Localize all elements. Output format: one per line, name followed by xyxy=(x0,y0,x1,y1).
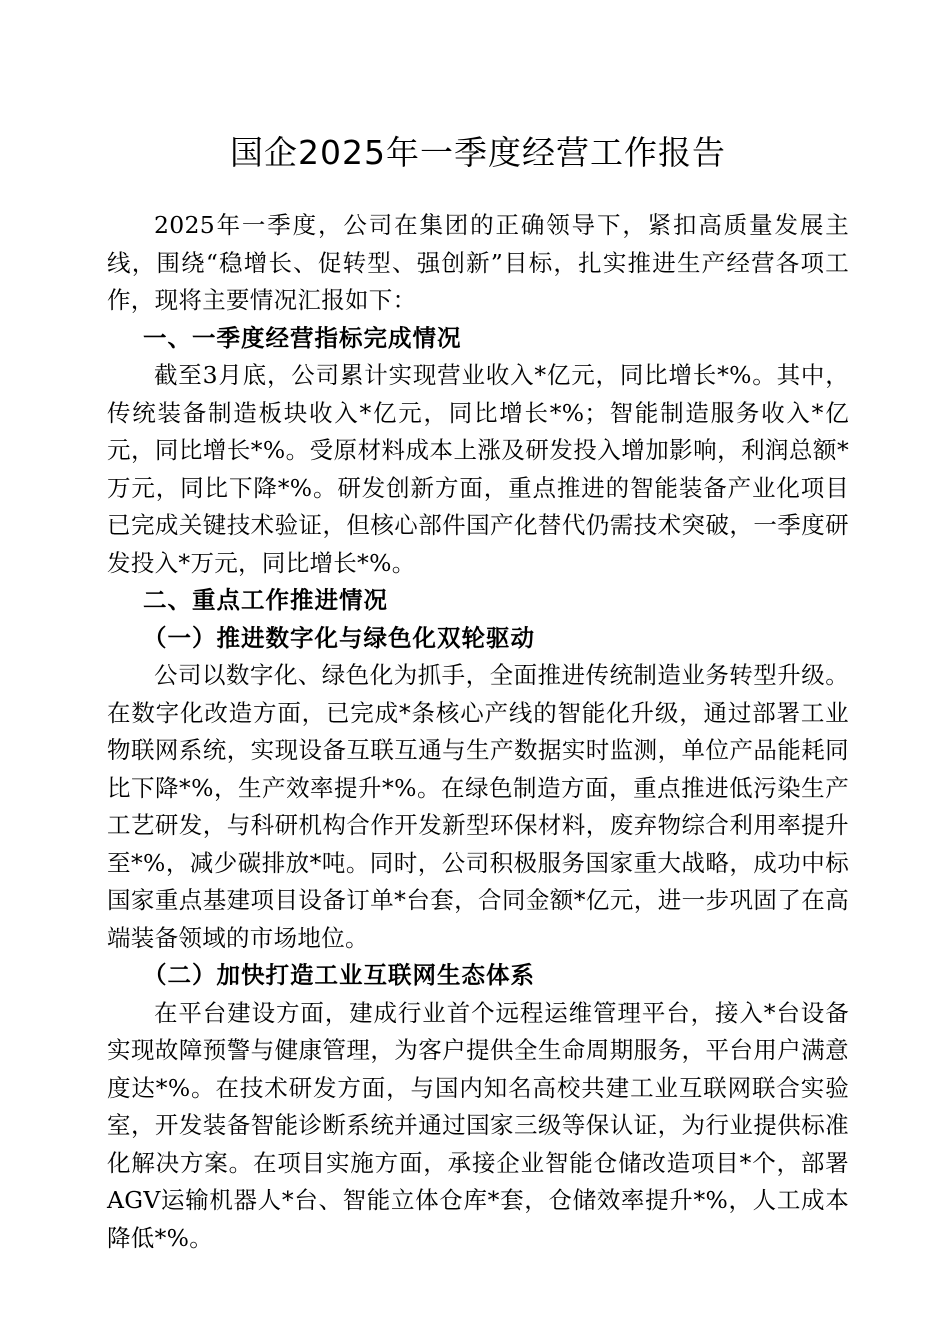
section-2-heading: 二、重点工作推进情况 xyxy=(143,586,388,614)
subsection-2-heading: （二）加快打造工业互联网生态体系 xyxy=(143,961,535,989)
section-1-paragraph: 截至3月底，公司累计实现营业收入*亿元，同比增长*%。其中，传统装备制造板块收入*亿元，同比增长*%；智能制造服务收入*亿元，同比增长*%。受原材料成本上涨及研发投入增加影响，利润总额*万元，同比下降*%。研发创新方面，重点推进的智能装备产业化项目已完成关键技术验证，但核心部件国产化替代仍需技术突破，一季度研发投入*万元，同比增长*%。 xyxy=(107,361,849,577)
section-1-heading: 一、一季度经营指标完成情况 xyxy=(143,323,462,352)
intro-paragraph: 2025年一季度，公司在集团的正确领导下，紧扣高质量发展主线，围绕“稳增长、促转型、强创新”目标，扎实推进生产经营各项工作，现将主要情况汇报如下： xyxy=(107,211,849,314)
subsection-2-paragraph: 在平台建设方面，建成行业首个远程运维管理平台，接入*台设备实现故障预警与健康管理，为客户提供全生命周期服务，平台用户满意度达*%。在技术研发方面，与国内知名高校共建工业互联网联合实验室，开发装备智能诊断系统并通过国家三级等保认证，为行业提供标准化解决方案。在项目实施方面，承接企业智能仓储改造项目*个，部署AGV运输机器人*台、智能立体仓库*套，仓储效率提升*%，人工成本降低*%。 xyxy=(107,998,849,1252)
subsection-1-heading: （一）推进数字化与绿色化双轮驱动 xyxy=(143,623,535,652)
document-title: 国企2025年一季度经营工作报告 xyxy=(230,133,726,172)
subsection-1-paragraph: 公司以数字化、绿色化为抓手，全面推进传统制造业务转型升级。在数字化改造方面，已完成*条核心产线的智能化升级，通过部署工业物联网系统，实现设备互联互通与生产数据实时监测，单位产品能耗同比下降*%，生产效率提升*%。在绿色制造方面，重点推进低污染生产工艺研发，与科研机构合作开发新型环保材料，废弃物综合利用率提升至*%，减少碳排放*吨。同时，公司积极服务国家重大战略，成功中标国家重点基建项目设备订单*台套，合同金额*亿元，进一步巩固了在高端装备领域的市场地位。 xyxy=(107,661,849,952)
document-body xyxy=(107,207,849,1257)
